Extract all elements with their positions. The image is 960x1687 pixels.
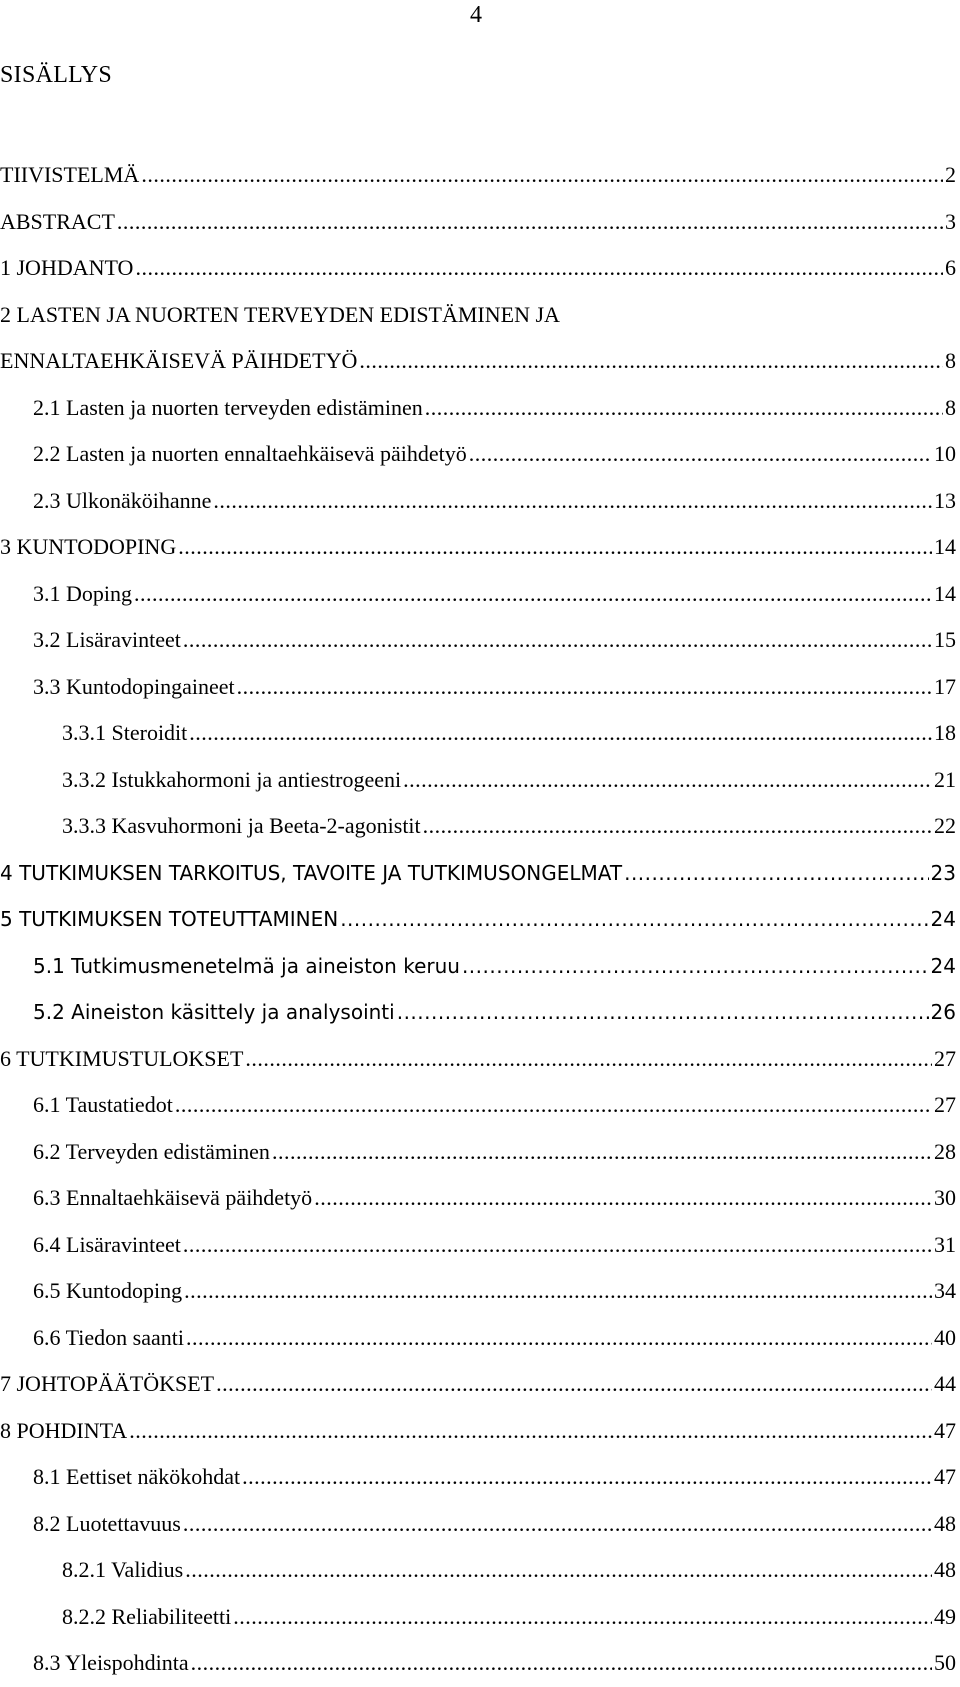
toc-entry-page: 27 [934,1092,956,1118]
toc-entry[interactable] [0,199,960,246]
toc-entry[interactable] [0,1640,960,1687]
toc-entry-title: ABSTRACT [0,208,115,234]
toc-entry[interactable] [0,385,960,432]
toc-entry-title: 6.3 Ennaltaehkäisevä päihdetyö [33,1185,313,1211]
toc-entry[interactable] [0,1594,960,1641]
toc-entry-title: 2.2 Lasten ja nuorten ennaltaehkäisevä päihdetyö [33,441,467,467]
toc-entry[interactable] [0,757,960,804]
toc-entry-page: 48 [934,1510,956,1536]
toc-entry[interactable] [0,896,960,943]
toc-dot-leader [141,162,943,188]
toc-dot-leader [462,954,929,978]
toc-entry-page: 48 [934,1557,956,1583]
toc-dot-leader [185,1557,932,1583]
toc-entry-title: 6.2 Terveyden edistäminen [33,1138,270,1164]
toc-dot-leader [135,255,943,281]
toc-dot-leader [242,1464,932,1490]
toc-entry-page: 49 [934,1603,956,1629]
toc-entry-page: 21 [934,766,956,792]
toc-entry-page: 14 [934,580,956,606]
toc-dot-leader [134,581,932,607]
toc-entry[interactable] [0,1268,960,1315]
toc-entry-page: 14 [934,534,956,560]
toc-entry-page: 10 [934,441,956,467]
toc-dot-leader [272,1139,932,1165]
toc-entry-title: 8.2.1 Validius [62,1557,184,1583]
toc-entry-title: 8.3 Yleispohdinta [33,1650,189,1676]
toc-entry-page: 47 [934,1464,956,1490]
toc-entry-page: 50 [934,1650,956,1676]
toc-entry[interactable] [0,1175,960,1222]
toc-entry-title: 1 JOHDANTO [0,255,134,281]
toc-entry[interactable] [0,710,960,757]
toc-entry-title: 7 JOHTOPÄÄTÖKSET [0,1371,215,1397]
toc-entry[interactable] [0,803,960,850]
toc-dot-leader [186,1325,932,1351]
toc-dot-leader [129,1418,932,1444]
toc-dot-leader [184,1278,932,1304]
toc-entry-page: 27 [934,1045,956,1071]
toc-entry-page: 17 [934,673,956,699]
toc-entry-page: 44 [934,1371,956,1397]
toc-entry[interactable] [0,1222,960,1269]
toc-entry-title: 3.1 Doping [33,580,132,606]
toc-entry-page: 8 [945,348,956,374]
toc-entry-page: 40 [934,1324,956,1350]
toc-entry-title: 6.5 Kuntodoping [33,1278,183,1304]
toc-entry-title: 4 TUTKIMUKSEN TARKOITUS, TAVOITE JA TUTKIMUSONGELMAT [0,860,623,885]
toc-dot-leader [403,767,932,793]
toc-entry-title: 8.2.2 Reliabiliteetti [62,1603,232,1629]
toc-entry[interactable] [0,664,960,711]
toc-entry[interactable] [0,989,960,1036]
toc-entry-title: 6.6 Tiedon saanti [33,1324,184,1350]
toc-dot-leader [397,1000,929,1024]
toc-entry-page: 8 [945,394,956,420]
toc-dot-leader [183,1511,932,1537]
toc-entry-page: 28 [934,1138,956,1164]
toc-entry[interactable] [0,478,960,525]
toc-entry[interactable] [0,943,960,990]
toc-entry-title: 3 KUNTODOPING [0,534,177,560]
toc-entry[interactable] [0,524,960,571]
toc-entry-page: 26 [930,1000,956,1025]
toc-entry-page: 18 [934,720,956,746]
toc-entry[interactable] [0,1361,960,1408]
toc-entry-title: 8 POHDINTA [0,1417,128,1443]
toc-entry-title: 3.3.2 Istukkahormoni ja antiestrogeeni [62,766,402,792]
toc-dot-leader [183,1232,932,1258]
toc-dot-leader [469,441,932,467]
toc-entry-page: 15 [934,627,956,653]
toc-entry-title: 8.1 Eettiset näkökohdat [33,1464,241,1490]
toc-entry-page: 13 [934,487,956,513]
toc-entry-title: 5.1 Tutkimusmenetelmä ja aineiston keruu [33,953,460,978]
toc-dot-leader [425,395,943,421]
toc-entry-page: 22 [934,813,956,839]
toc-entry-title: 6.4 Lisäravinteet [33,1231,181,1257]
toc-entry[interactable] [0,1501,960,1548]
toc-entry[interactable] [0,1082,960,1129]
toc-entry[interactable] [0,292,960,339]
toc-entry-page: 3 [945,208,956,234]
toc-dot-leader [245,1046,932,1072]
toc-entry-page: 30 [934,1185,956,1211]
toc-entry-title: 3.3.1 Steroidit [62,720,188,746]
toc-entry[interactable] [0,152,960,199]
toc-dot-leader [183,627,932,653]
toc-entry[interactable] [0,1315,960,1362]
toc-dot-leader [117,209,943,235]
toc-entry-page: 23 [930,860,956,885]
toc-entry-title: ENNALTAEHKÄISEVÄ PÄIHDETYÖ [0,348,358,374]
toc-entry[interactable] [0,1036,960,1083]
toc-entry-page: 34 [934,1278,956,1304]
toc-entry-title: 3.3 Kuntodopingaineet [33,673,235,699]
toc-entry[interactable] [0,1547,960,1594]
toc-entry-page: 2 [945,162,956,188]
toc-heading: SISÄLLYS [0,62,113,88]
toc-entry[interactable] [0,571,960,618]
toc-entry-title: 6 TUTKIMUSTULOKSET [0,1045,244,1071]
toc-entry-title: 3.3.3 Kasvuhormoni ja Beeta-2-agonistit [62,813,421,839]
toc-dot-leader [213,488,932,514]
toc-entry[interactable] [0,431,960,478]
toc-dot-leader [423,813,932,839]
toc-dot-leader [189,720,932,746]
toc-entry-title: TIIVISTELMÄ [0,162,140,188]
toc-entry[interactable] [0,1454,960,1501]
toc-dot-leader [178,534,932,560]
toc-entry-page: 31 [934,1231,956,1257]
toc-dot-leader [233,1604,932,1630]
toc-dot-leader [216,1371,932,1397]
toc-entry-title: 5.2 Aineiston käsittely ja analysointi [33,1000,395,1025]
toc-entry[interactable] [0,850,960,897]
toc-entry[interactable] [0,1129,960,1176]
toc-entry[interactable] [0,1408,960,1455]
toc-entry-title: 6.1 Taustatiedot [33,1092,173,1118]
toc-dot-leader [237,674,932,700]
toc-entry-page: 47 [934,1417,956,1443]
toc-dot-leader [191,1650,932,1676]
toc-dot-leader [340,907,928,931]
toc-entry-title: 5 TUTKIMUKSEN TOTEUTTAMINEN [0,907,339,932]
table-of-contents [0,152,960,1687]
toc-entry-title: 2.3 Ulkonäköihanne [33,487,212,513]
toc-entry-page: 24 [930,953,956,978]
toc-entry[interactable] [0,617,960,664]
toc-entry-title: 2 LASTEN JA NUORTEN TERVEYDEN EDISTÄMINEN JA [0,301,560,327]
toc-entry-title: 3.2 Lisäravinteet [33,627,181,653]
toc-entry-title: 8.2 Luotettavuus [33,1510,181,1536]
toc-dot-leader [359,348,943,374]
toc-entry-title: 2.1 Lasten ja nuorten terveyden edistäminen [33,394,423,420]
toc-dot-leader [624,861,928,885]
toc-dot-leader [175,1092,932,1118]
page-number: 4 [470,2,482,28]
toc-entry-page: 6 [945,255,956,281]
toc-dot-leader [314,1185,932,1211]
toc-entry[interactable] [0,245,960,292]
toc-entry[interactable] [0,338,960,385]
toc-entry-page: 24 [930,907,956,932]
